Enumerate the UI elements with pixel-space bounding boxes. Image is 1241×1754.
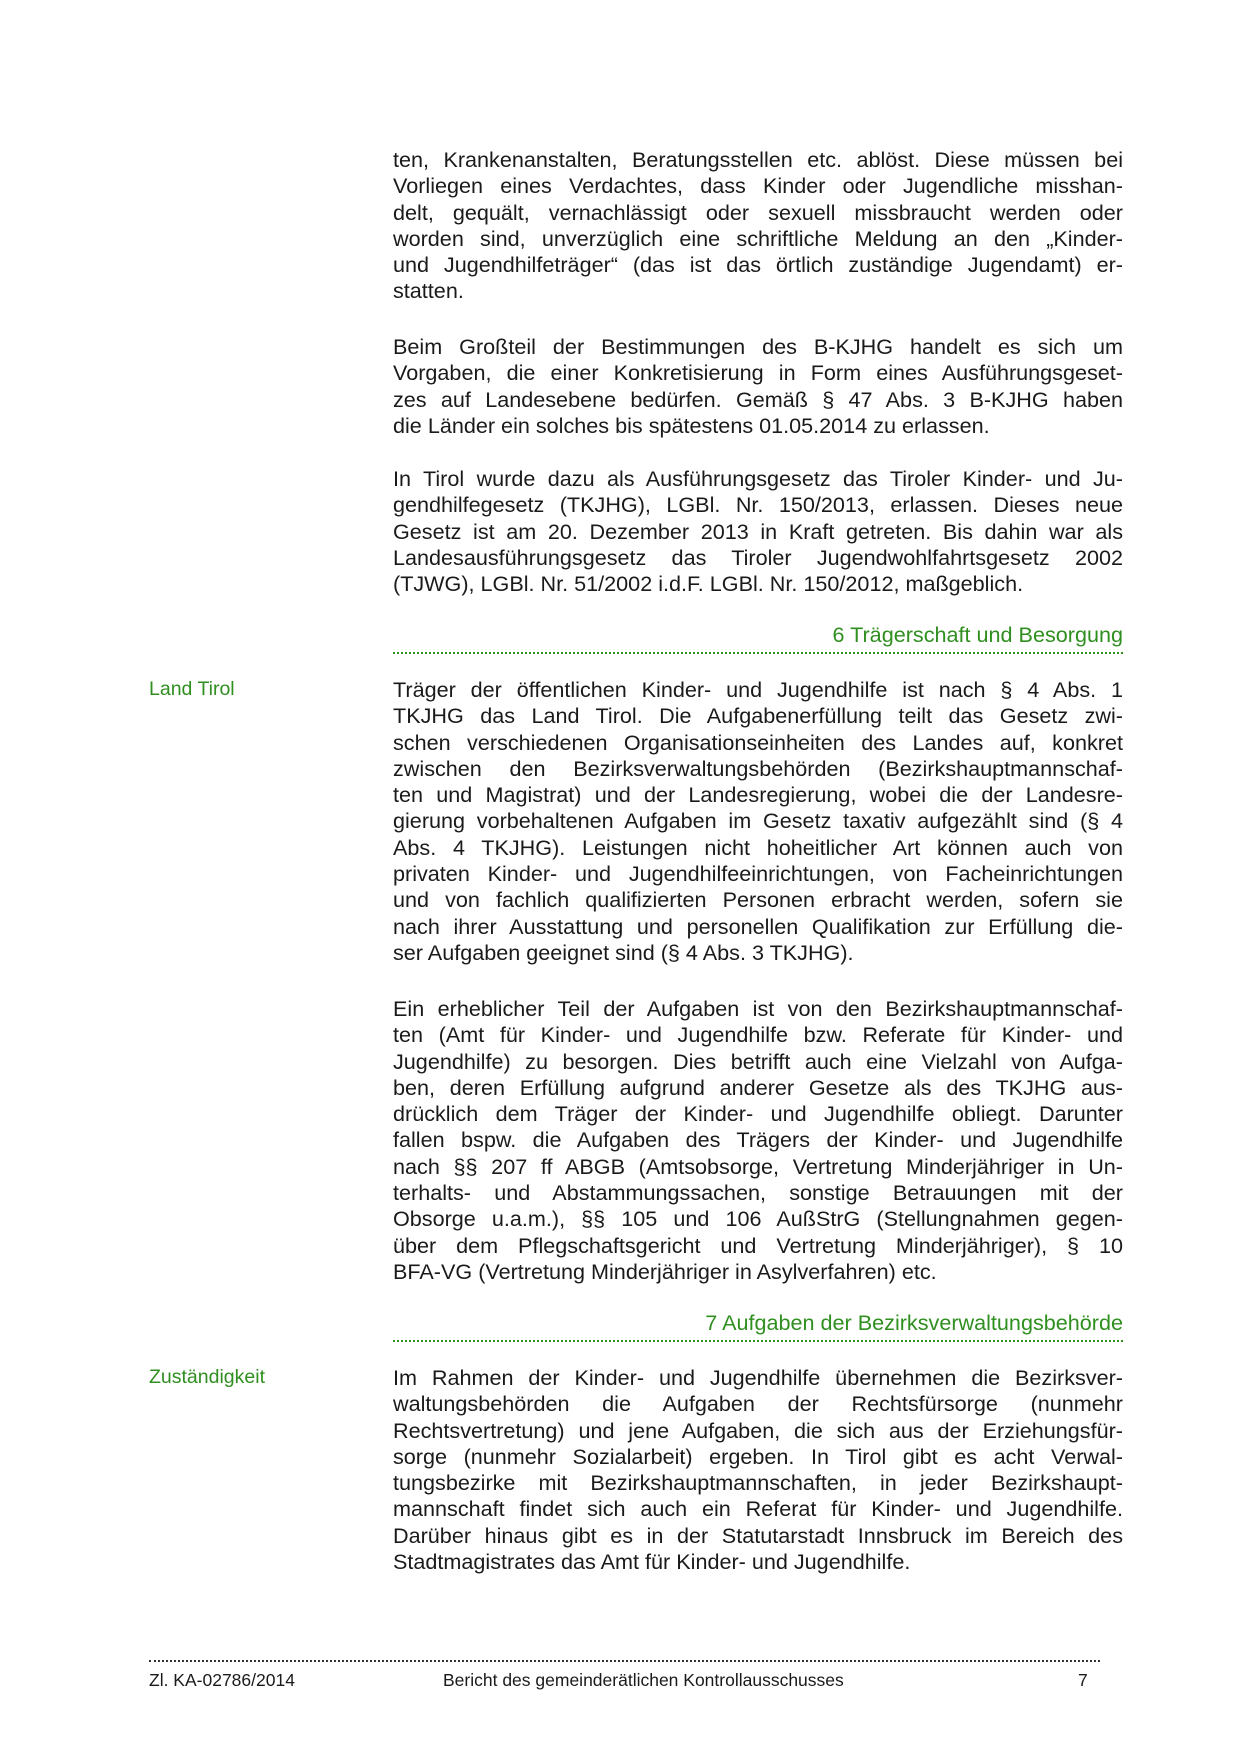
text-line: und Jugendhilfeträger“ (das ist das örtlich zuständige Jugendamt) er- [393,252,1123,278]
text-line: Stadtmagistrates das Amt für Kinder- und Jugendhilfe. [393,1549,911,1575]
text-line: Landesausführungsgesetz das Tiroler Jugendwohlfahrtsgesetz 2002 [393,544,1123,570]
text-line: die Länder ein solches bis spätestens 01.05.2014 zu erlassen. [393,412,990,438]
text-line: über dem Pflegschaftsgericht und Vertretung Minderjähriger), § 10 [393,1232,1123,1258]
text-line: mannschaft findet sich auch ein Referat für Kinder- und Jugendhilfe. [393,1496,1123,1522]
section-heading-6: 6 Trägerschaft und Besorgung [832,622,1123,647]
text-line: worden sind, unverzüglich eine schriftliche Meldung an den „Kinder- [393,225,1123,251]
text-line: terhalts- und Abstammungssachen, sonstige Betrauungen mit der [393,1180,1123,1206]
text-line: Abs. 4 TKJHG). Leistungen nicht hoheitlicher Art können auch von [393,834,1123,860]
text-line: ten (Amt für Kinder- und Jugendhilfe bzw. Referate für Kinder- und [393,1022,1123,1048]
footer-title: Bericht des gemeinderätlichen Kontrollausschusses [443,1670,844,1690]
text-line: waltungsbehörden die Aufgaben der Rechtsfürsorge (nunmehr [393,1391,1123,1417]
text-line: ser Aufgaben geeignet sind (§ 4 Abs. 3 TKJHG). [393,939,854,965]
text-line: drücklich dem Träger der Kinder- und Jugendhilfe obliegt. Darunter [393,1101,1123,1127]
text-line: delt, gequält, vernachlässigt oder sexuell missbraucht werden oder [393,199,1123,225]
text-line: nach ihrer Ausstattung und personellen Qualifikation zur Erfüllung die- [393,913,1123,939]
text-line: zes auf Landesebene bedürfen. Gemäß § 47 Abs. 3 B-KJHG haben [393,386,1123,412]
text-line: Vorgaben, die einer Konkretisierung in Form eines Ausführungsgeset- [393,360,1123,386]
text-line: BFA-VG (Vertretung Minderjähriger in Asylverfahren) etc. [393,1258,937,1284]
text-line: tungsbezirke mit Bezirkshauptmannschaften, in jeder Bezirkshaupt- [393,1470,1123,1496]
text-line: sorge (nunmehr Sozialarbeit) ergeben. In Tirol gibt es acht Verwal- [393,1443,1123,1469]
text-line: statten. [393,278,464,304]
footer-divider [149,1660,1100,1662]
text-line: Beim Großteil der Bestimmungen des B-KJHG handelt es sich um [393,334,1123,359]
text-line: Jugendhilfe) zu besorgen. Dies betrifft auch eine Vielzahl von Aufga- [393,1048,1123,1074]
text-line: TKJHG das Land Tirol. Die Aufgabenerfüllung teilt das Gesetz zwi- [393,703,1123,729]
text-line: und von fachlich qualifizierten Personen erbracht werden, sofern sie [393,887,1123,913]
text-line: Ein erheblicher Teil der Aufgaben ist von den Bezirkshauptmannschaf- [393,996,1123,1021]
text-line: schen verschiedenen Organisationseinheiten des Landes auf, konkret [393,729,1123,755]
paragraph-6 [393,1365,1123,1575]
text-line: Vorliegen eines Verdachtes, dass Kinder oder Jugendliche misshan- [393,173,1123,199]
paragraph-4 [393,677,1123,966]
margin-note-zustaendigkeit: Zuständigkeit [149,1366,265,1388]
text-line: ten, Krankenanstalten, Beratungsstellen etc. ablöst. Diese müssen bei [393,147,1123,172]
text-line: ben, deren Erfüllung aufgrund anderer Gesetze als des TKJHG aus- [393,1074,1123,1100]
text-line: zwischen den Bezirksverwaltungsbehörden (Bezirkshauptmannschaf- [393,755,1123,781]
page-number: 7 [1078,1670,1088,1690]
margin-note-land-tirol: Land Tirol [149,678,235,700]
text-line: Darüber hinaus gibt es in der Statutarstadt Innsbruck im Bereich des [393,1522,1123,1548]
footer-reference: Zl. KA-02786/2014 [149,1670,295,1690]
text-line: (TJWG), LGBl. Nr. 51/2002 i.d.F. LGBl. Nr. 150/2012, maßgeblich. [393,571,1024,597]
paragraph-1 [393,147,1123,305]
heading-divider [393,652,1123,654]
paragraph-2 [393,334,1123,439]
text-line: In Tirol wurde dazu als Ausführungsgesetz das Tiroler Kinder- und Ju- [393,466,1123,491]
text-line: ten und Magistrat) und der Landesregierung, wobei die der Landesre- [393,782,1123,808]
heading-divider [393,1340,1123,1342]
text-line: Obsorge u.a.m.), §§ 105 und 106 AußStrG (Stellungnahmen gegen- [393,1206,1123,1232]
text-line: Im Rahmen der Kinder- und Jugendhilfe übernehmen die Bezirksver- [393,1365,1123,1390]
text-line: gierung vorbehaltenen Aufgaben im Gesetz taxativ aufgezählt sind (§ 4 [393,808,1123,834]
text-line: Gesetz ist am 20. Dezember 2013 in Kraft getreten. Bis dahin war als [393,518,1123,544]
paragraph-3 [393,466,1123,597]
text-line: nach §§ 207 ff ABGB (Amtsobsorge, Vertretung Minderjähriger in Un- [393,1153,1123,1179]
text-line: gendhilfegesetz (TKJHG), LGBl. Nr. 150/2013, erlassen. Dieses neue [393,492,1123,518]
paragraph-5 [393,996,1123,1285]
text-line: Träger der öffentlichen Kinder- und Jugendhilfe ist nach § 4 Abs. 1 [393,677,1123,702]
text-line: privaten Kinder- und Jugendhilfeeinrichtungen, von Facheinrichtungen [393,861,1123,887]
section-heading-7: 7 Aufgaben der Bezirksverwaltungsbehörde [705,1310,1123,1335]
text-line: fallen bspw. die Aufgaben des Trägers der Kinder- und Jugendhilfe [393,1127,1123,1153]
text-line: Rechtsvertretung) und jene Aufgaben, die sich aus der Erziehungsfür- [393,1417,1123,1443]
